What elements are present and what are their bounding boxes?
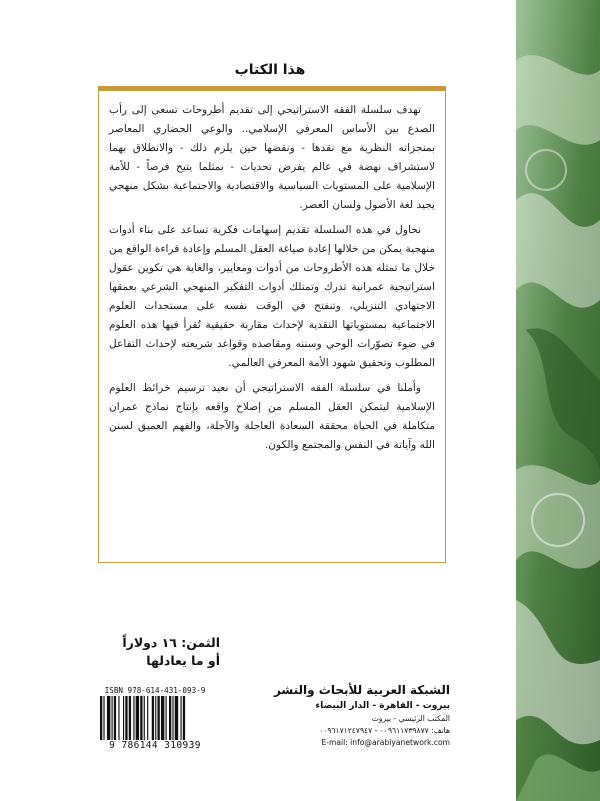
arabesque-pattern-icon	[516, 0, 600, 801]
barcode-bar	[140, 696, 142, 740]
barcode-bar	[107, 696, 110, 740]
price-equivalent: أو ما يعادلها	[146, 653, 220, 668]
description-paragraph: تهدف سلسلة الفقه الاستراتيجي إلى تقديم أطروحات تسعى إلى رأب الصدع بين الأساس المعرفي الإسلامي.. والوعي الحضاري المعاصر بمنجزاته النظرية مع نقدها - ونقضها حين يلزم ذلك - والانطلاق بهما لاستشراف نهضة في عالم يفرض تحديات - بمثلما يتيح فرصاً - للأمة الإسلامية على المستويات السياسية والاقتصادية والاجتماعية بشكل منهجي يجيد لغة الأصول ولسان العصر.	[109, 104, 435, 211]
barcode-bar	[112, 696, 113, 740]
barcode-bar	[152, 696, 154, 740]
barcode-bar	[129, 696, 131, 740]
barcode	[96, 686, 214, 750]
barcode-bar	[118, 696, 119, 740]
barcode-bar	[158, 696, 160, 740]
barcode-bar	[147, 696, 148, 740]
section-title: هذا الكتاب	[234, 62, 306, 78]
description-paragraph: وأملنا في سلسلة الفقه الاستراتيجي أن نعيد ترسيم خرائط العلوم الإسلامية ليتمكن العقل المسلم من إصلاح واقعه بإنتاج نماذج عمران متكاملة في الحياة محققة السعادة العاجلة والآجلة، والفهم العميق لسنن الله وآياته في النفس والمجتمع والكون.	[109, 382, 435, 451]
barcode-digits: 9 786144 310939	[109, 740, 201, 751]
barcode-bar	[133, 696, 134, 740]
barcode-bar	[103, 696, 104, 740]
barcode-bar	[175, 696, 178, 740]
description-box	[98, 91, 446, 563]
barcode-bar	[100, 696, 102, 740]
barcode-bar	[169, 696, 171, 740]
price-block	[100, 634, 220, 670]
price-label: الثمن: ١٦ دولاراً	[122, 635, 220, 650]
description-paragraph: نحاول في هذه السلسلة تقديم إسهامات فكرية تساعد على بناء أدوات منهجية يمكن من خلالها إعادة صياغة العقل المسلم وإعادة قراءة الواقع من خلال ما تمثله هذه الأطروحات من أدوات ومعايير، والغاية هي تكوين عقول استراتيجية عمرانية تدرك وتمتلك أدوات التفكير المنهجي الشرعي بعمقها الاجتهادي التنزيلي، وتنفتح في الوقت نفسه على مستجدات العلوم الاجتماعية بمستوياتها النقدية لإحداث مقاربة حقيقية تُقرأ فيها هذه العلوم في ضوء تصوّرات الوحي وسننه ومقاصده وقواعد شريعته لإحداث التفاعل المطلوب وتحقيق شهود الأمة المعرفي العالمي.	[109, 224, 435, 369]
publisher-name: الشبكة العربية للأبحاث والنشر	[273, 683, 450, 697]
isbn-label: ISBN 978-614-431-093-9	[104, 686, 206, 695]
barcode-bar	[161, 696, 164, 740]
barcode-bars-icon	[96, 696, 214, 740]
barcode-bar	[166, 696, 167, 740]
barcode-bar	[125, 696, 127, 740]
barcode-bar	[155, 696, 156, 740]
publisher-block	[268, 682, 450, 749]
barcode-bar	[181, 696, 182, 740]
publisher-phone: هاتف: ٠٠٩٦١١٧٣٩٨٧٧ - ٠٠٩٦١٧١٢٤٧٩٤٧	[319, 726, 450, 735]
barcode-bar	[144, 696, 145, 740]
barcode-bar	[183, 696, 185, 740]
barcode-bar	[123, 696, 124, 740]
barcode-bar	[114, 696, 116, 740]
barcode-bar	[136, 696, 139, 740]
publisher-cities: بيروت - القاهرة - الدار البيضاء	[315, 701, 450, 711]
publisher-office: المكتب الرئيسي - بيروت	[371, 714, 450, 723]
publisher-email: E-mail: info@arabiyanetwork.com	[321, 738, 450, 747]
barcode-bar	[172, 696, 173, 740]
decorative-green-panel	[516, 0, 600, 801]
